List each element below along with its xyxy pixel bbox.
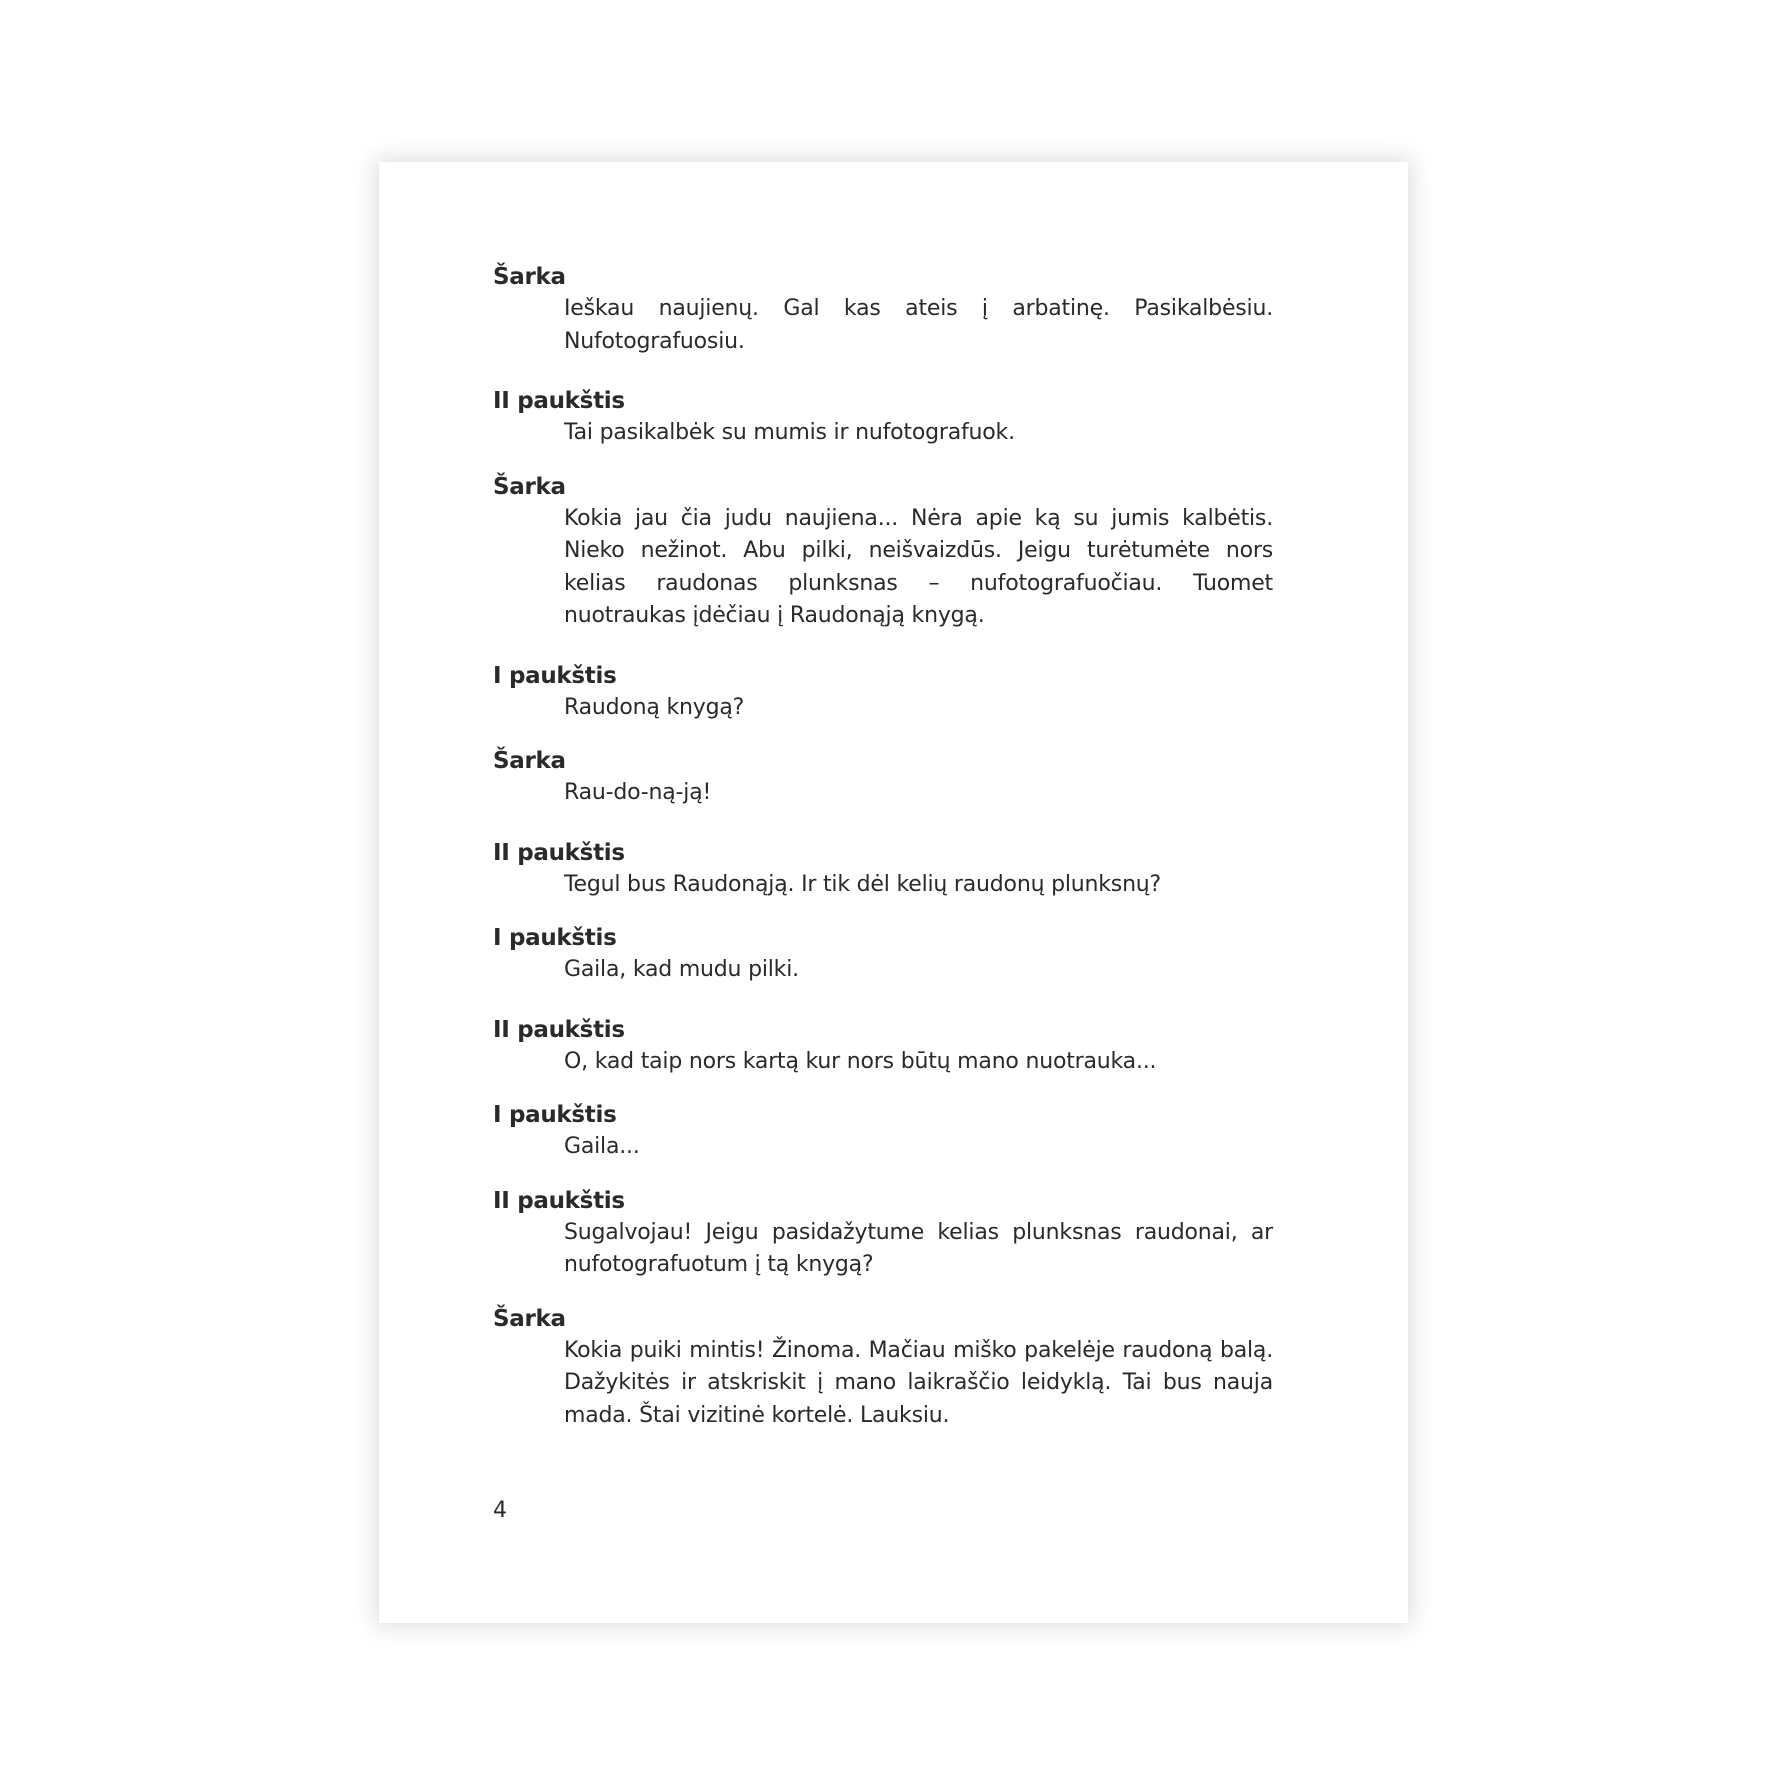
dialogue-block: [493, 1014, 1273, 1079]
speaker-line: Raudoną knygą?: [564, 694, 745, 720]
dialogue-block: [493, 261, 1273, 358]
dialogue-block: [493, 922, 1273, 987]
speaker-line: Ieškau naujienų. Gal kas ateis į arbatinę. Pasikalbėsiu. Nufotografuosiu.: [564, 296, 1273, 354]
speaker-name: Šarka: [493, 473, 566, 500]
page-number: 4: [493, 1498, 507, 1523]
dialogue-block: [493, 837, 1273, 902]
dialogue-block: [493, 1099, 1273, 1164]
dialogue-block: [493, 660, 1273, 725]
speaker-line: Gaila, kad mudu pilki.: [564, 957, 799, 982]
speaker-line: Kokia puiki mintis! Žinoma. Mačiau miško pakelėje raudoną balą. Dažykitės ir atskriskit į mano laikraščio leidyklą. Tai bus nauja mada. Štai vizitinė kortelė. Lauksiu.: [564, 1337, 1273, 1428]
speaker-name: II paukštis: [493, 1016, 625, 1043]
speaker-line: Sugalvojau! Jeigu pasidažytume kelias plunksnas raudonai, ar nufotografuotum į tą knygą?: [564, 1219, 1273, 1277]
dialogue-block: [493, 1185, 1273, 1282]
speaker-name: I paukštis: [493, 1102, 617, 1128]
play-dialogue: [493, 261, 1273, 1432]
speaker-line: Tegul bus Raudonąją. Ir tik dėl kelių raudonų plunksnų?: [564, 871, 1162, 897]
dialogue-block: [493, 385, 1273, 450]
book-page: [379, 162, 1408, 1623]
speaker-line: Gaila...: [564, 1134, 640, 1159]
speaker-line: Rau-do-ną-ją!: [564, 780, 712, 805]
dialogue-block: [493, 471, 1273, 633]
speaker-name: II paukštis: [493, 839, 625, 866]
speaker-name: II paukštis: [493, 388, 625, 414]
speaker-name: Šarka: [493, 264, 566, 290]
speaker-name: I paukštis: [493, 662, 617, 689]
dialogue-block: [493, 745, 1273, 810]
speaker-name: I paukštis: [493, 925, 617, 951]
speaker-line: Tai pasikalbėk su mumis ir nufotografuok.: [564, 420, 1015, 445]
speaker-name: Šarka: [493, 748, 566, 774]
speaker-line: Kokia jau čia judu naujiena... Nėra apie ką su jumis kalbėtis. Nieko nežinot. Abu pilki, neišvaizdūs. Jeigu turėtumėte nors kelias raudonas plunksnas – nufotografuočiau. Tuomet nuotraukas įdėčiau į Raudonąją knygą.: [564, 505, 1273, 628]
speaker-name: Šarka: [493, 1305, 566, 1332]
dialogue-block: [493, 1303, 1273, 1433]
speaker-line: O, kad taip nors kartą kur nors būtų mano nuotrauka...: [564, 1048, 1157, 1074]
speaker-name: II paukštis: [493, 1187, 625, 1214]
